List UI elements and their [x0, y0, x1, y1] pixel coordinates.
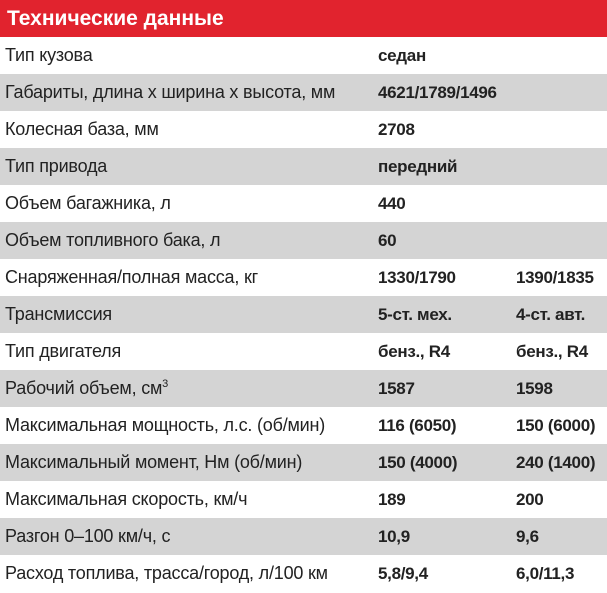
table-row — [0, 333, 607, 370]
row-label: Максимальная скорость, км/ч — [5, 489, 248, 509]
row-label: Максимальный момент, Нм (об/мин) — [5, 452, 303, 472]
table-title: Технические данные — [0, 0, 607, 37]
table-row — [0, 74, 607, 111]
row-value: бенз., R4 — [378, 341, 450, 361]
row-label: Максимальная мощность, л.с. (об/мин) — [5, 415, 326, 435]
row-value: 5-ст. мех. — [378, 304, 452, 324]
table-row — [0, 555, 607, 592]
row-label: Колесная база, мм — [5, 119, 159, 139]
table-row — [0, 370, 607, 407]
table-row — [0, 111, 607, 148]
row-value: 116 (6050) — [378, 415, 457, 435]
row-value: 2708 — [378, 119, 415, 139]
row-value: 5,8/9,4 — [378, 563, 428, 583]
table-row — [0, 37, 607, 74]
row-value-2: 150 (6000) — [516, 415, 596, 435]
row-value: 189 — [378, 489, 406, 509]
table-row — [0, 222, 607, 259]
row-label: Габариты, длина х ширина х высота, мм — [5, 82, 336, 102]
row-value-2: 1598 — [516, 378, 553, 398]
row-value-2: 9,6 — [516, 526, 539, 546]
row-label: Разгон 0–100 км/ч, с — [5, 526, 171, 546]
row-value-2: 6,0/11,3 — [516, 563, 575, 583]
row-value: седан — [378, 45, 426, 65]
row-label: Тип кузова — [5, 45, 93, 65]
row-value: 440 — [378, 193, 406, 213]
row-value-2: 1390/1835 — [516, 267, 594, 287]
row-value-2: 240 (1400) — [516, 452, 596, 472]
table-row — [0, 518, 607, 555]
row-value: 1587 — [378, 378, 415, 398]
row-value: передний — [378, 156, 458, 176]
table-row — [0, 481, 607, 518]
row-label-text: Рабочий объем, см — [5, 378, 163, 398]
row-label: Объем топливного бака, л — [5, 230, 221, 250]
spec-rows — [0, 37, 607, 592]
row-value: 1330/1790 — [378, 267, 456, 287]
row-value-2: 4-ст. авт. — [516, 304, 586, 324]
table-row — [0, 148, 607, 185]
row-label: Снаряженная/полная масса, кг — [5, 267, 259, 287]
table-row — [0, 185, 607, 222]
row-label: Тип двигателя — [5, 341, 122, 361]
row-value: 10,9 — [378, 526, 410, 546]
row-label: Расход топлива, трасса/город, л/100 км — [5, 563, 328, 583]
row-label — [0, 378, 378, 399]
row-value: 150 (4000) — [378, 452, 458, 472]
table-row — [0, 259, 607, 296]
row-value: 4621/1789/1496 — [378, 82, 497, 102]
table-row — [0, 407, 607, 444]
row-value-2: 200 — [516, 489, 544, 509]
table-row — [0, 296, 607, 333]
row-label: Объем багажника, л — [5, 193, 171, 213]
row-value-2: бенз., R4 — [516, 341, 588, 361]
superscript-3: 3 — [162, 378, 169, 390]
table-row — [0, 444, 607, 481]
row-label: Тип привода — [5, 156, 108, 176]
row-value: 60 — [378, 230, 397, 250]
row-label: Трансмиссия — [5, 304, 112, 324]
